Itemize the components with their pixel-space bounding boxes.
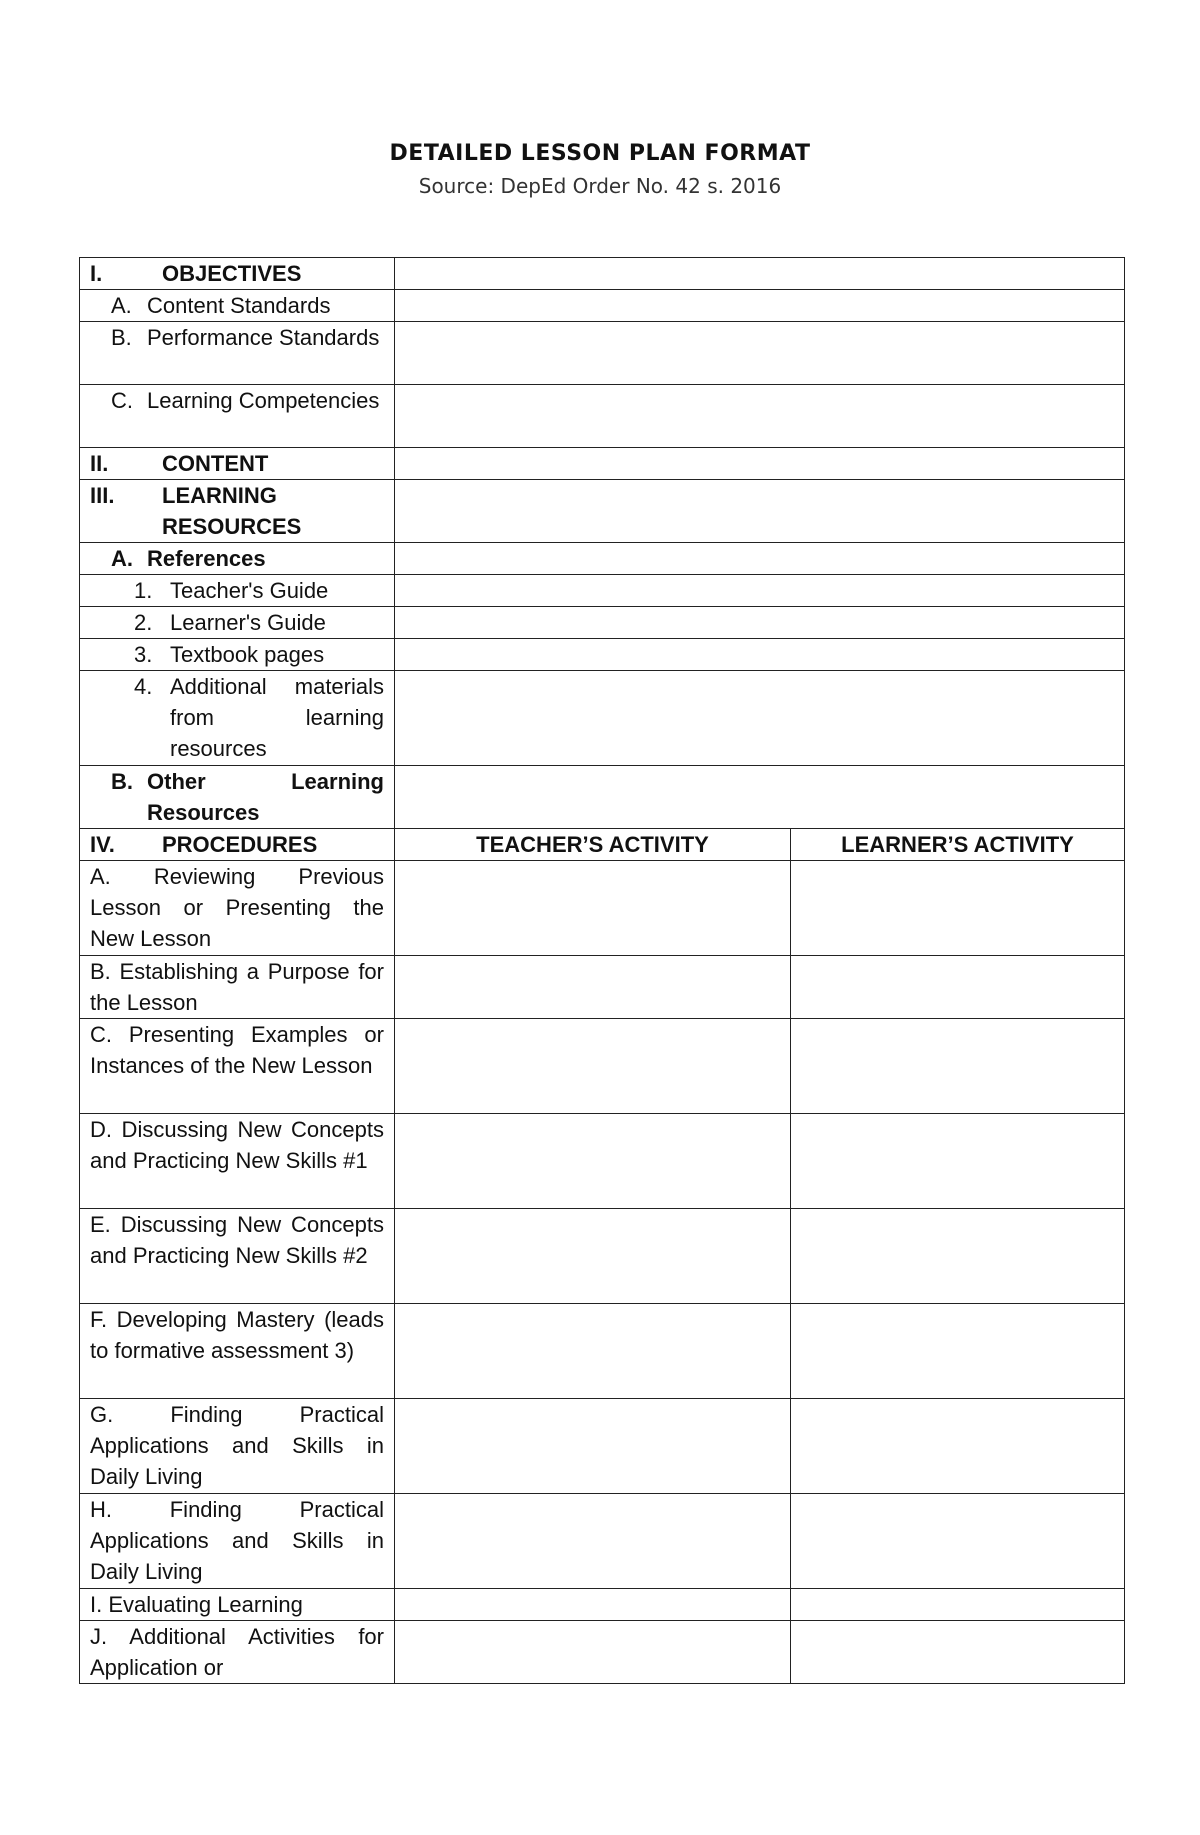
procedure-label: F. Developing Mastery (leads to formative assessment 3) [80,1304,395,1399]
references-label: A. References [80,543,395,575]
row-learning-resources [80,480,1125,543]
learning-resources-label: III. LEARNING RESOURCES [80,480,395,543]
row-references [80,543,1125,575]
procedure-row [80,956,1125,1019]
teacher-activity-header: TEACHER’S ACTIVITY [395,829,791,861]
teachers-guide-field[interactable] [395,575,1125,607]
learners-guide-label: 2. Learner's Guide [80,607,395,639]
objectives-label: I. OBJECTIVES [80,258,395,290]
procedure-row [80,861,1125,956]
row-additional-materials [80,671,1125,766]
procedure-label: B. Establishing a Purpose for the Lesson [80,956,395,1019]
procedure-row [80,1304,1125,1399]
procedures-label: IV. PROCEDURES [80,829,395,861]
other-resources-label: B. Other Learning Resources [80,766,395,829]
row-content-standards [80,290,1125,322]
procedure-label: H. Finding Practical Applications and Skills in Daily Living [80,1494,395,1589]
procedure-row [80,1589,1125,1621]
row-textbook-pages [80,639,1125,671]
procedure-row [80,1019,1125,1114]
performance-standards-field[interactable] [395,322,1125,385]
learner-activity-cell[interactable] [791,1209,1125,1304]
teacher-activity-cell[interactable] [395,861,791,956]
content-field[interactable] [395,448,1125,480]
lesson-plan-table [79,257,1125,1684]
learner-activity-cell[interactable] [791,1019,1125,1114]
additional-materials-field[interactable] [395,671,1125,766]
learner-activity-cell[interactable] [791,1494,1125,1589]
row-content [80,448,1125,480]
procedure-label: G. Finding Practical Applications and Skills in Daily Living [80,1399,395,1494]
procedure-row [80,1399,1125,1494]
content-standards-field[interactable] [395,290,1125,322]
learner-activity-cell[interactable] [791,1304,1125,1399]
procedure-row [80,1494,1125,1589]
objectives-field[interactable] [395,258,1125,290]
procedure-label: E. Discussing New Concepts and Practicing New Skills #2 [80,1209,395,1304]
row-procedures-header [80,829,1125,861]
procedure-label: C. Presenting Examples or Instances of the New Lesson [80,1019,395,1114]
performance-standards-label: B. Performance Standards [80,322,395,385]
row-teachers-guide [80,575,1125,607]
row-performance-standards [80,322,1125,385]
document-source: Source: DepEd Order No. 42 s. 2016 [418,174,782,198]
textbook-pages-label: 3. Textbook pages [80,639,395,671]
procedure-row [80,1114,1125,1209]
row-objectives [80,258,1125,290]
teachers-guide-label: 1. Teacher's Guide [80,575,395,607]
procedure-label: D. Discussing New Concepts and Practicing New Skills #1 [80,1114,395,1209]
teacher-activity-cell[interactable] [395,956,791,1019]
learner-activity-cell[interactable] [791,956,1125,1019]
learner-activity-cell[interactable] [791,1589,1125,1621]
row-learners-guide [80,607,1125,639]
procedure-row [80,1621,1125,1684]
procedure-label: A. Reviewing Previous Lesson or Presenting the New Lesson [80,861,395,956]
procedure-label: J. Additional Activities for Application or [80,1621,395,1684]
learner-activity-cell[interactable] [791,1399,1125,1494]
teacher-activity-cell[interactable] [395,1019,791,1114]
row-learning-competencies [80,385,1125,448]
teacher-activity-cell[interactable] [395,1621,791,1684]
procedure-label: I. Evaluating Learning [80,1589,395,1621]
learning-resources-field[interactable] [395,480,1125,543]
other-resources-field[interactable] [395,766,1125,829]
learning-competencies-label: C. Learning Competencies [80,385,395,448]
teacher-activity-cell[interactable] [395,1494,791,1589]
teacher-activity-cell[interactable] [395,1399,791,1494]
content-standards-label: A. Content Standards [80,290,395,322]
teacher-activity-cell[interactable] [395,1304,791,1399]
procedure-row [80,1209,1125,1304]
teacher-activity-cell[interactable] [395,1589,791,1621]
learner-activity-cell[interactable] [791,861,1125,956]
document-title: DETAILED LESSON PLAN FORMAT [389,141,811,166]
additional-materials-label: 4. Additional materials from learning resources [80,671,395,766]
learner-activity-cell[interactable] [791,1621,1125,1684]
teacher-activity-cell[interactable] [395,1209,791,1304]
learners-guide-field[interactable] [395,607,1125,639]
teacher-activity-cell[interactable] [395,1114,791,1209]
learner-activity-cell[interactable] [791,1114,1125,1209]
content-label: II. CONTENT [80,448,395,480]
textbook-pages-field[interactable] [395,639,1125,671]
learning-competencies-field[interactable] [395,385,1125,448]
row-other-resources [80,766,1125,829]
references-field[interactable] [395,543,1125,575]
learner-activity-header: LEARNER’S ACTIVITY [791,829,1125,861]
